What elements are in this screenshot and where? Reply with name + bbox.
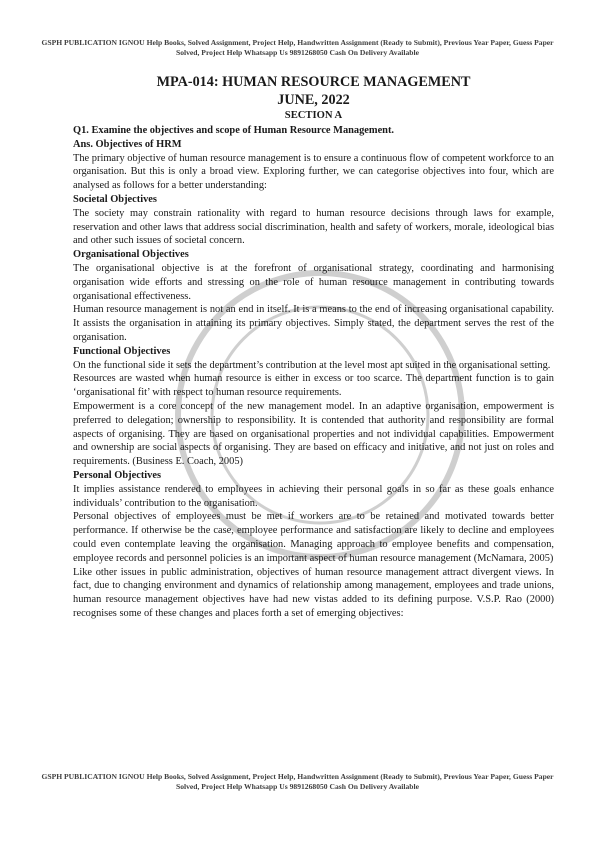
paragraph-personal-2: Personal objectives of employees must be met if workers are to be retained and motivated towards better performance. If otherwise be the case, employee performance and satisfaction are likely to decline and employees could even contemplate leaving the organisation. Managing approach to employee benefits and compensation, employee records and personnel policies is an important aspect of human resource management (McNamara, 2005) <box>73 511 554 564</box>
heading-societal: Societal Objectives <box>73 193 157 205</box>
document-body <box>73 74 554 621</box>
paragraph-intro: The primary objective of human resource management is to ensure a continuous flow of competent workforce to an organisation. But this is only a broad view. Exploring further, we can categorise objectives into four, which are analysed as follows for a better understanding: <box>73 152 554 192</box>
paragraph-functional-2: Resources are wasted when human resource is either in excess or too scarce. The department function is to gain ‘organisational fit’ with respect to human resource requirements. <box>73 373 554 399</box>
paragraph-personal-1: It implies assistance rendered to employees in achieving their personal goals in so far as these goals enhance individuals’ contribution to the organisation. <box>73 483 554 509</box>
heading-personal: Personal Objectives <box>73 469 162 481</box>
heading-functional: Functional Objectives <box>73 345 171 357</box>
section-label: SECTION A <box>284 110 343 121</box>
page-title: MPA-014: HUMAN RESOURCE MANAGEMENT <box>156 74 471 90</box>
paragraph-societal: The society may constrain rationality with regard to human resource decisions through laws for example, reservation and other laws that address social discrimination, health and safety of workers, morale, ideological bias and other such issues of societal concern. <box>73 207 554 247</box>
paragraph-organisational-2: Human resource management is not an end in itself. It is a means to the end of increasing organisational capability. It assists the organisation in attaining its primary objectives. Simply stated, the department serves the rest of the organisation. <box>73 304 554 343</box>
footer-banner: GSPH PUBLICATION IGNOU Help Books, Solved Assignment, Project Help, Handwritten Assignment (Ready to Submit), Previous Year Paper, Guess Paper Solved, Project Help Whatsapp Us 9891268050 Cash On Delivery Available <box>41 772 554 792</box>
answer-heading: Ans. Objectives of HRM <box>73 138 182 150</box>
header-banner: GSPH PUBLICATION IGNOU Help Books, Solved Assignment, Project Help, Handwritten Assignment (Ready to Submit), Previous Year Paper, Guess Paper Solved, Project Help Whatsapp Us 9891268050 Cash On Delivery Available <box>41 38 554 58</box>
paragraph-closing: Like other issues in public administration, objectives of human resource management attract divergent views. In fact, due to changing environment and dynamics of relationship among management, employees and trade unions, human resource management objectives have had new vistas added to its defining purpose. V.S.P. Rao (2000) recognises some of these changes and places forth a set of emerging objectives: <box>73 566 554 619</box>
paragraph-organisational-1: The organisational objective is at the forefront of organisational strategy, coordinating and harmonising organisation wide efforts and stressing on the role of human resource management in contributing towards organisational effectiveness. <box>73 262 554 302</box>
exam-date: JUNE, 2022 <box>277 91 350 108</box>
paragraph-functional-1: On the functional side it sets the department’s contribution at the level most apt suited in the organisational setting. <box>73 359 551 371</box>
paragraph-functional-3: Empowerment is a core concept of the new management model. In an adaptive organisation, empowerment is preferred to delegation; ownership to responsibility. It is contended that authority and responsibility are formal aspects of organising. They are based on organisational properties and not individual capabilities. Empowerment and ownership are social aspects of organising. They are based on efficacy and initiative, and not just on roles and requirements. (Business E. Coach, 2005) <box>73 400 554 468</box>
question-text: Q1. Examine the objectives and scope of Human Resource Management. <box>73 125 395 136</box>
heading-organisational: Organisational Objectives <box>73 249 189 261</box>
